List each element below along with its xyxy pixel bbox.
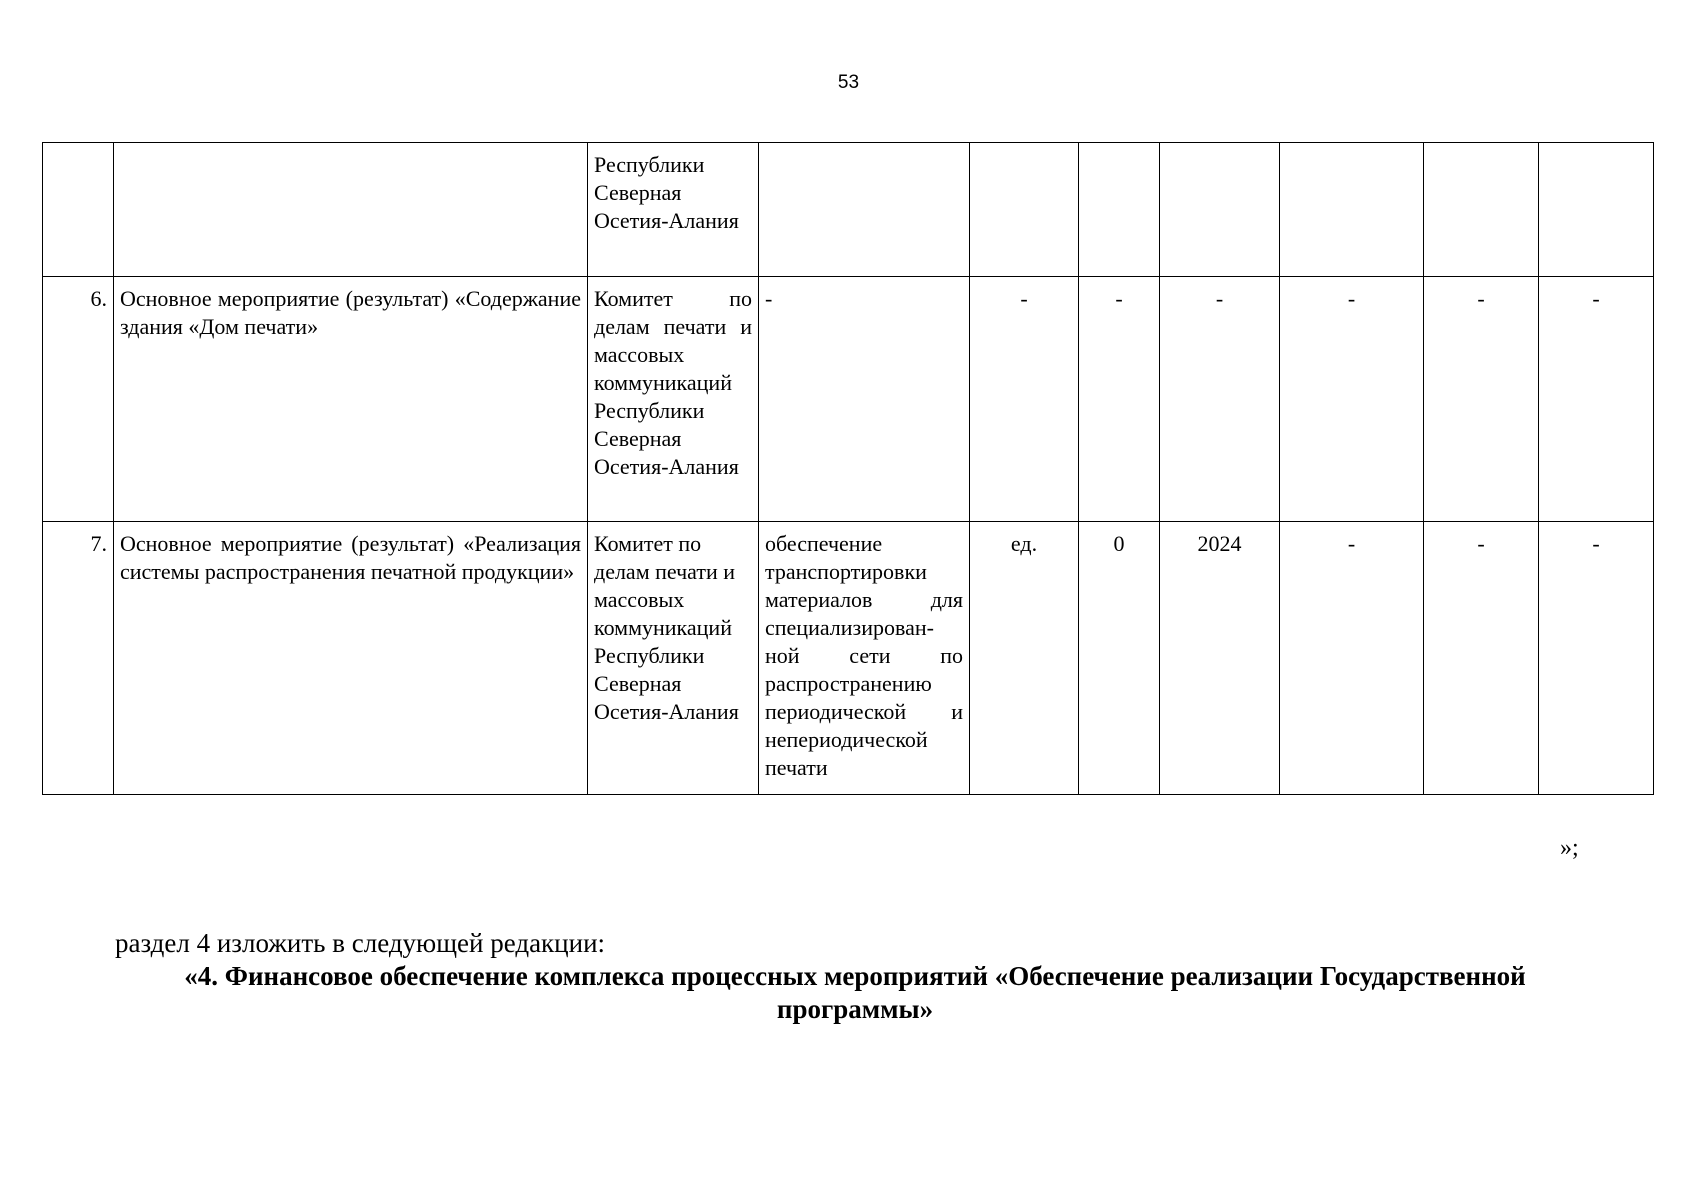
row-number-cell: 6. — [43, 277, 114, 522]
base-value-cell: - — [1079, 277, 1160, 522]
value-cell-2: - — [1424, 277, 1539, 522]
unit-cell: - — [970, 277, 1079, 522]
value-cell-3 — [1539, 143, 1654, 277]
executor-cell: Комитет по делам печати и массовых коммуникаций Республики Северная Осетия-Алания — [588, 277, 759, 522]
value-cell-1 — [1280, 143, 1424, 277]
table-row — [43, 143, 1654, 277]
closing-quote: »; — [1560, 835, 1579, 861]
measures-table — [42, 142, 1654, 795]
row-number-cell: 7. — [43, 522, 114, 795]
value-cell-3: - — [1539, 522, 1654, 795]
year-cell — [1160, 143, 1280, 277]
page-number: 53 — [837, 72, 860, 93]
unit-cell — [970, 143, 1079, 277]
year-cell: - — [1160, 277, 1280, 522]
table-row — [43, 522, 1654, 795]
row-number-cell — [43, 143, 114, 277]
base-value-cell: 0 — [1079, 522, 1160, 795]
table-row — [43, 277, 1654, 522]
year-cell: 2024 — [1160, 522, 1280, 795]
base-value-cell — [1079, 143, 1160, 277]
section-heading: «4. Финансовое обеспечение комплекса процессных мероприятий «Обеспечение реализации Государственной программы» — [184, 961, 1526, 1024]
indicator-cell: - — [759, 277, 970, 522]
event-cell: Основное мероприятие (результат) «Реализация системы распространения печатной продукции» — [114, 522, 588, 795]
indicator-cell: обеспечение транспортировки материалов для специализирован-ной сети по распространению периодической и непериодической печати — [759, 522, 970, 795]
event-cell — [114, 143, 588, 277]
section-intro-text: раздел 4 изложить в следующей редакции: — [115, 928, 606, 958]
executor-cell: Республики Северная Осетия-Алания — [588, 143, 759, 277]
value-cell-2: - — [1424, 522, 1539, 795]
unit-cell: ед. — [970, 522, 1079, 795]
value-cell-2 — [1424, 143, 1539, 277]
executor-cell: Комитет по делам печати и массовых коммуникаций Республики Северная Осетия-Алания — [588, 522, 759, 795]
value-cell-1: - — [1280, 277, 1424, 522]
event-cell: Основное мероприятие (результат) «Содержание здания «Дом печати» — [114, 277, 588, 522]
value-cell-1: - — [1280, 522, 1424, 795]
value-cell-3: - — [1539, 277, 1654, 522]
indicator-cell — [759, 143, 970, 277]
